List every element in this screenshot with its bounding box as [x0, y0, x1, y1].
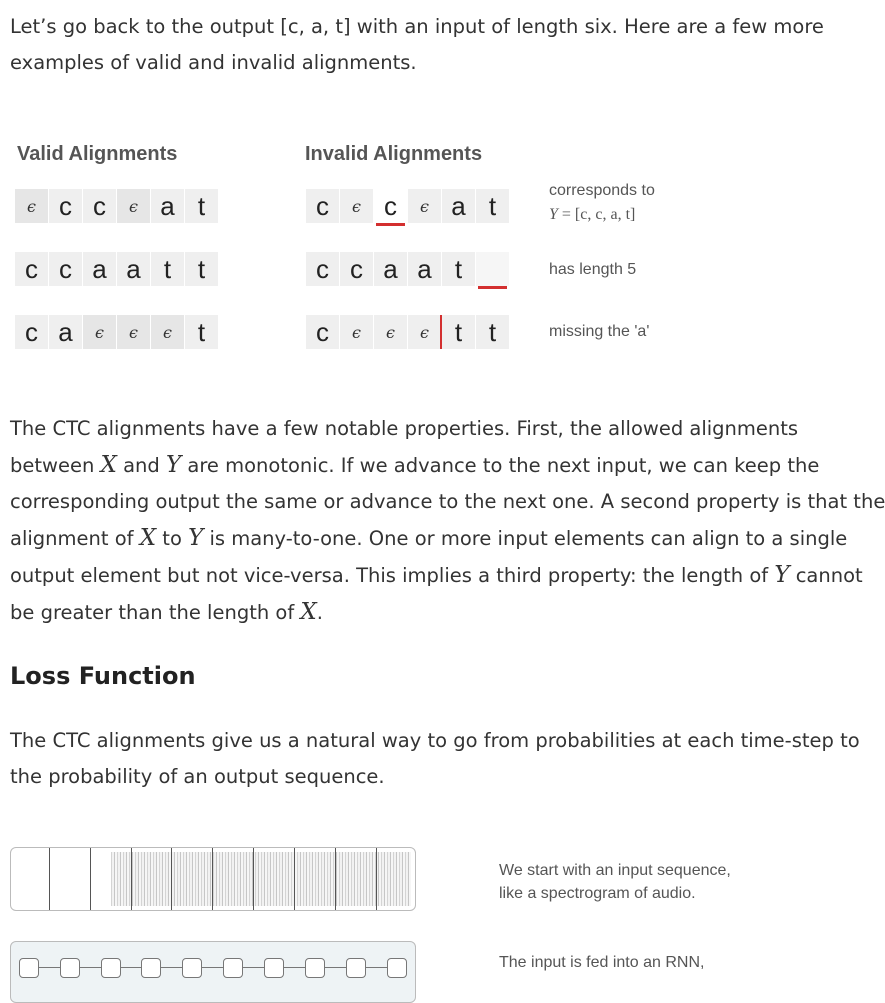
alignment-cell: c	[49, 189, 83, 223]
valid-alignments-heading: Valid Alignments	[17, 143, 178, 165]
alignment-cell: a	[83, 252, 117, 286]
alignment-cell: ϵ	[151, 315, 185, 349]
alignment-cell: c	[340, 252, 374, 286]
loss-paragraph: The CTC alignments give us a natural way to go from probabilities at each time-step to the probability of an output sequence.	[10, 729, 860, 788]
alignment-cell: c	[306, 189, 340, 223]
alignment-cell: t	[185, 252, 219, 286]
alignment-cell: ϵ	[117, 189, 151, 223]
alignment-cell: c	[306, 252, 340, 286]
step2-caption: The input is fed into an RNN,	[499, 954, 705, 971]
alignment-cell: t	[442, 315, 476, 349]
invalid-alignments-heading: Invalid Alignments	[305, 143, 483, 165]
invalid-alignment-row-1	[306, 189, 510, 223]
valid-alignment-row-2	[15, 252, 219, 286]
note-row-1	[549, 179, 655, 227]
alignment-cell: c	[15, 252, 49, 286]
note-row-1-line1: corresponds to	[549, 182, 655, 199]
alignment-cell: t	[442, 252, 476, 286]
alignment-cell: a	[442, 189, 476, 223]
alignment-cell: ϵ	[374, 315, 408, 349]
alignment-cell: c	[83, 189, 117, 223]
spectrogram-figure	[10, 847, 416, 911]
invalid-alignment-row-2	[306, 252, 510, 286]
alignment-cell-highlighted: ϵ	[408, 315, 442, 349]
alignment-cell: ϵ	[117, 315, 151, 349]
alignment-cell: t	[151, 252, 185, 286]
error-underline	[376, 223, 405, 226]
spectrogram-texture	[111, 852, 411, 906]
alignment-cell: ϵ	[15, 189, 49, 223]
error-underline	[478, 286, 507, 289]
step1-caption: We start with an input sequence, like a spectrogram of audio.	[499, 862, 731, 902]
alignment-cell: c	[306, 315, 340, 349]
note-row-2: has length 5	[549, 261, 637, 278]
alignment-cell: a	[374, 252, 408, 286]
alignment-cell: c	[15, 315, 49, 349]
alignment-cell: ϵ	[83, 315, 117, 349]
invalid-alignment-row-3	[306, 315, 510, 349]
alignment-cell: a	[151, 189, 185, 223]
alignment-cell: a	[408, 252, 442, 286]
note-row-1-line2: Y = [c, c, a, t]	[549, 206, 636, 223]
valid-alignment-row-1	[15, 189, 219, 223]
alignment-cell: t	[185, 189, 219, 223]
alignment-cell: t	[476, 315, 510, 349]
rnn-figure	[10, 941, 416, 1003]
alignment-cell: ϵ	[340, 189, 374, 223]
valid-alignment-row-3	[15, 315, 219, 349]
alignment-cell: t	[185, 315, 219, 349]
alignment-cell-missing	[476, 252, 510, 286]
alignment-cell: a	[49, 315, 83, 349]
intro-paragraph: Let’s go back to the output [c, a, t] with an input of length six. Here are a few more examples of valid and invalid alignments.	[10, 15, 824, 74]
alignment-cell: t	[476, 189, 510, 223]
alignment-cell: c	[49, 252, 83, 286]
loss-function-heading: Loss Function	[10, 662, 196, 690]
alignment-cell: ϵ	[408, 189, 442, 223]
note-row-3: missing the 'a'	[549, 323, 650, 340]
alignment-cell-highlighted: c	[374, 189, 408, 223]
alignment-cell: ϵ	[340, 315, 374, 349]
properties-paragraph: The CTC alignments have a few notable properties. First, the allowed alignments between X and Y are monotonic. If we advance to the next input, we can keep the corresponding output the same or advance to the next one. A second property is that the alignment of X to Y is many-to-one. One or more input elements can align to a single output element but not vice-versa. This implies a third property: the length of Y cannot be greater than the length of X.	[10, 417, 885, 625]
alignment-cell: a	[117, 252, 151, 286]
